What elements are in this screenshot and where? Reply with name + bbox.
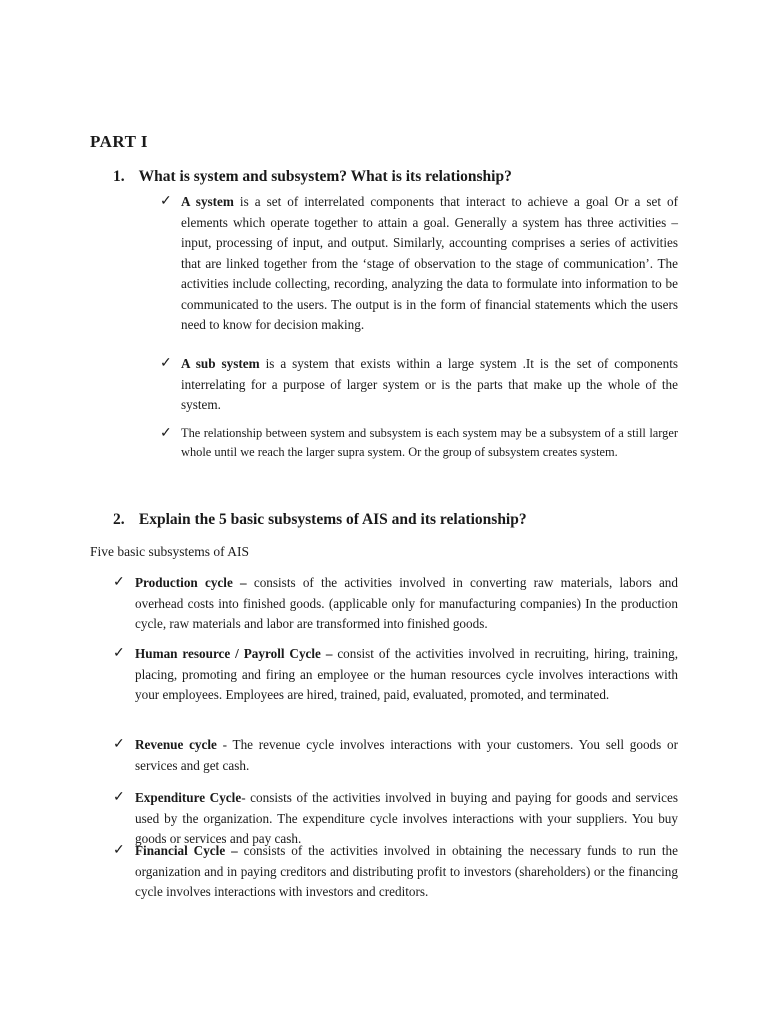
- check-mark-icon: ✓: [113, 790, 125, 805]
- term-description: - The revenue cycle involves interactions with your customers. You sell goods or services and get cash.: [135, 737, 678, 773]
- question-1-heading: [113, 168, 713, 186]
- check-mark-icon: ✓: [160, 194, 172, 209]
- term-description: is a system that exists within a large system .It is the set of components interrelating for a purpose of larger system or is the parts that make up the whole of the system.: [181, 356, 678, 412]
- list-item-relationship: [0, 424, 768, 484]
- list-item-text: [135, 841, 678, 903]
- term-label: Expenditure Cycle: [135, 790, 242, 805]
- check-mark-icon: ✓: [160, 356, 172, 371]
- check-mark-icon: ✓: [113, 575, 125, 590]
- list-item-sub-system: [0, 354, 768, 414]
- check-mark-icon: ✓: [113, 843, 125, 858]
- check-mark-icon: ✓: [113, 737, 125, 752]
- question-2-text: Explain the 5 basic subsystems of AIS and its relationship?: [138, 511, 527, 528]
- check-mark-icon: ✓: [160, 426, 172, 441]
- relationship-description: The relationship between system and subsystem is each system may be a subsystem of a still larger whole until we reach the larger supra system. Or the group of subsystem creates system.: [181, 426, 678, 459]
- list-item-text: [181, 192, 678, 336]
- list-item-text: [135, 735, 678, 776]
- question-2-number: 2.: [113, 511, 125, 528]
- list-item-text: [135, 573, 678, 635]
- list-item-text: [135, 644, 678, 706]
- term-label: Revenue cycle: [135, 737, 217, 752]
- term-label: A sub system: [181, 356, 260, 371]
- section-intro: Five basic subsystems of AIS: [90, 544, 250, 559]
- term-description: consist of the activities involved in recruiting, hiring, training, placing, promoting and firing an employee or the human resources cycle involves interactions with your employees. Employees are hired, trained, paid, evaluated, promoted, and terminated.: [135, 646, 678, 702]
- list-item-financial-cycle: [0, 841, 768, 903]
- list-item-text: [181, 354, 678, 416]
- term-label: Financial Cycle –: [135, 843, 238, 858]
- list-item-system: [0, 192, 768, 352]
- term-label: A system: [181, 194, 234, 209]
- question-2-heading: [113, 511, 713, 529]
- question-1-text: What is system and subsystem? What is its relationship?: [138, 168, 512, 185]
- list-item-production-cycle: [0, 573, 768, 635]
- term-label: Human resource / Payroll Cycle –: [135, 646, 333, 661]
- term-description: consists of the activities involved in converting raw materials, labors and overhead costs into finished goods. (applicable only for manufacturing companies) In the production cycle, raw materials and labor are transformed into finished goods.: [135, 575, 678, 631]
- term-label: Production cycle –: [135, 575, 247, 590]
- term-description: is a set of interrelated components that interact to achieve a goal Or a set of elements which operate together to attain a goal. Generally a system has three activities – input, processing of input, and output. Similarly, accounting comprises a series of activities that are linked together from the ‘stage of observation to the stage of communication’. The activities include collecting, recording, analyzing the data to formulate into information to be communicated to the users. The output is in the form of financial statements which the users need to know for decision making.: [181, 194, 678, 332]
- list-item-payroll-cycle: [0, 644, 768, 726]
- list-item-revenue-cycle: [0, 735, 768, 777]
- part-title: PART I: [90, 132, 148, 151]
- term-description: consists of the activities involved in obtaining the necessary funds to run the organization and in paying creditors and distributing profit to investors (shareholders) or the financing cycle involves interactions with investors and creditors.: [135, 843, 678, 899]
- question-1-number: 1.: [113, 168, 125, 185]
- check-mark-icon: ✓: [113, 646, 125, 661]
- term-description: - consists of the activities involved in buying and paying for goods and services used by the organization. The expenditure cycle involves interactions with your suppliers. You buy goods or services and pay cash.: [135, 790, 679, 846]
- list-item-text: [181, 424, 678, 462]
